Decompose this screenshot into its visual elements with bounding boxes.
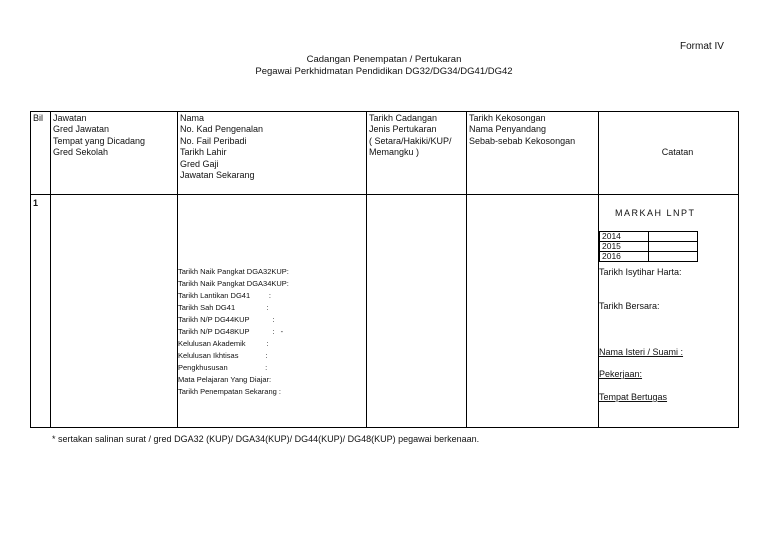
- row-number: 1: [33, 198, 39, 208]
- header-line: Nama Penyandang: [469, 124, 547, 135]
- pekerjaan-label: Pekerjaan:: [599, 369, 643, 379]
- header-bil: Bil: [31, 112, 51, 195]
- header-line: Jenis Pertukaran: [369, 124, 437, 135]
- header-nama: [178, 112, 367, 195]
- row-jawatan-cell: [51, 195, 178, 428]
- header-line: Gred Gaji: [180, 158, 219, 169]
- header-line: ( Setara/Hakiki/KUP/: [369, 135, 452, 146]
- header-catatan: Catatan: [599, 112, 739, 195]
- footnote: * sertakan salinan surat / gred DGA32 (KUP)/ DGA34(KUP)/ DG44(KUP)/ DG48(KUP) pegawai berkenaan.: [52, 434, 480, 444]
- field-line: Tarikh N/P DG48KUP : -: [178, 327, 284, 336]
- field-line: Tarikh N/P DG44KUP :: [178, 315, 275, 324]
- header-line: Jawatan: [53, 113, 87, 123]
- header-line: Jawatan Sekarang: [180, 170, 255, 181]
- header-line: Nama: [180, 113, 205, 123]
- field-line: Kelulusan Ikhtisas :: [178, 351, 268, 360]
- tempat-bertugas-label: Tempat Bertugas: [599, 392, 668, 402]
- bersara-label: Tarikh Bersara:: [599, 301, 660, 311]
- isytihar-harta-label: Tarikh Isytihar Harta:: [599, 267, 682, 277]
- header-line: Gred Sekolah: [53, 147, 109, 158]
- row-kekosongan-cell: [467, 195, 599, 428]
- page-subtitle: Pegawai Perkhidmatan Pendidikan DG32/DG34/DG41/DG42: [255, 66, 513, 77]
- placement-table: [30, 111, 739, 428]
- field-line: Tarikh Sah DG41 :: [178, 303, 269, 312]
- header-line: Sebab-sebab Kekosongan: [469, 135, 576, 146]
- format-label: Format IV: [680, 41, 724, 52]
- markah-lnpt-label: MARKAH LNPT: [615, 208, 696, 218]
- header-line: Tarikh Kekosongan: [469, 113, 546, 123]
- year-2014: 2014: [600, 232, 649, 242]
- header-line: Tarikh Lahir: [180, 147, 227, 158]
- header-kekosongan: [467, 112, 599, 195]
- field-line: Pengkhususan :: [178, 363, 268, 372]
- year-value: [649, 252, 698, 262]
- row-catatan-cell: [599, 195, 739, 428]
- lnpt-year-table: [599, 231, 698, 262]
- header-jawatan: [51, 112, 178, 195]
- field-line: Kelulusan Akademik :: [178, 339, 269, 348]
- year-value: [649, 232, 698, 242]
- header-line: No. Fail Peribadi: [180, 135, 247, 146]
- header-row: [31, 112, 739, 195]
- row-nama-cell: [178, 195, 367, 428]
- year-2016: 2016: [600, 252, 649, 262]
- header-line: No. Kad Pengenalan: [180, 124, 264, 135]
- field-line: Mata Pelajaran Yang Diajar:: [178, 375, 272, 384]
- table-row: [31, 195, 739, 428]
- field-line: Tarikh Naik Pangkat DGA34KUP:: [178, 279, 289, 288]
- header-tarikh-cadangan: [367, 112, 467, 195]
- officer-fields: [178, 266, 289, 398]
- isteri-suami-label: Nama Isteri / Suami :: [599, 347, 684, 357]
- field-line: Tarikh Naik Pangkat DGA32KUP:: [178, 267, 289, 276]
- header-line: Memangku ): [369, 147, 420, 158]
- year-2015: 2015: [600, 242, 649, 252]
- row-cadangan-cell: [367, 195, 467, 428]
- field-line: Tarikh Lantikan DG41 :: [178, 291, 271, 300]
- field-line: Tarikh Penempatan Sekarang :: [178, 387, 281, 396]
- page-title: Cadangan Penempatan / Pertukaran: [306, 54, 462, 65]
- header-line: Tempat yang Dicadang: [53, 135, 146, 146]
- header-line: Gred Jawatan: [53, 124, 110, 135]
- year-value: [649, 242, 698, 252]
- header-line: Tarikh Cadangan: [369, 113, 438, 123]
- row-bil: [31, 195, 51, 428]
